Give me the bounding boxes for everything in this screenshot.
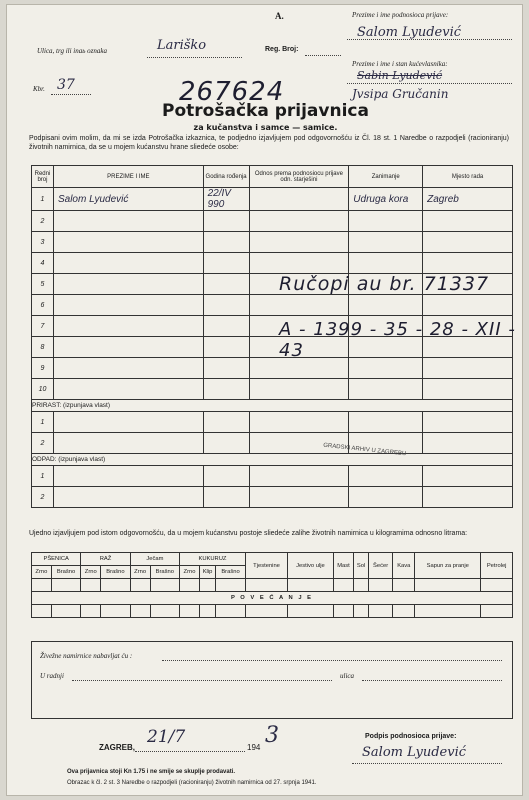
food-cell bbox=[180, 605, 200, 618]
overlay-register: Ručopi au br. 71337 bbox=[279, 273, 490, 295]
food-cell bbox=[51, 579, 81, 592]
food-cell bbox=[368, 605, 393, 618]
food-pasta: Tjestenine bbox=[245, 553, 287, 579]
form-title: Potrošačka prijavnica bbox=[162, 101, 369, 121]
applicant-label: Prezime i ime podnosioca prijave: bbox=[352, 11, 449, 19]
food-cell bbox=[354, 605, 368, 618]
food-cell bbox=[81, 605, 101, 618]
row-number: 3 bbox=[32, 232, 54, 253]
owner-value: Sabin Lyudević bbox=[357, 69, 443, 82]
food-cell bbox=[415, 579, 481, 592]
row-relation bbox=[249, 188, 349, 211]
food-cell bbox=[101, 579, 131, 592]
form-sheet bbox=[6, 4, 523, 796]
row-place: Zagreb bbox=[423, 188, 513, 211]
food-cell bbox=[288, 579, 333, 592]
price-note: Ova prijavnica stoji Kn 1.75 i ne smije se skuplje prodavati. bbox=[67, 769, 236, 775]
food-cell bbox=[245, 579, 287, 592]
food-cell bbox=[481, 605, 513, 618]
col-number: Redni broj bbox=[32, 166, 54, 188]
food-cell bbox=[354, 579, 368, 592]
row-name bbox=[53, 232, 203, 253]
row-name bbox=[53, 253, 203, 274]
food-cell bbox=[180, 579, 200, 592]
row-name: Salom Lyudević bbox=[53, 188, 203, 211]
street-label: Ulica, trg ili inaь oznaka bbox=[37, 47, 108, 55]
food-cell bbox=[150, 579, 180, 592]
food-sub-header: Klip bbox=[199, 566, 215, 579]
food-cell bbox=[101, 605, 131, 618]
food-sub-header: Brašno bbox=[51, 566, 81, 579]
kbr-value: 37 bbox=[57, 77, 75, 93]
food-cell bbox=[51, 605, 81, 618]
povecanje-label: P O V E Ć A N J E bbox=[32, 592, 513, 605]
food-cell bbox=[393, 579, 415, 592]
row-year bbox=[203, 316, 249, 337]
food-cell bbox=[393, 605, 415, 618]
row-place bbox=[423, 253, 513, 274]
food-sub-header: Zrno bbox=[32, 566, 52, 579]
food-cell bbox=[32, 579, 52, 592]
food-petroleum: Petrolej bbox=[481, 553, 513, 579]
row-number: 9 bbox=[32, 358, 54, 379]
row-year bbox=[203, 274, 249, 295]
row-job bbox=[349, 253, 423, 274]
date-value: 21/7 bbox=[147, 727, 186, 747]
food-sub-header: Brašno bbox=[101, 566, 131, 579]
row-number: 5 bbox=[32, 274, 54, 295]
city-label: ZAGREB, bbox=[99, 743, 135, 752]
food-salt: Sol bbox=[354, 553, 368, 579]
food-cell bbox=[130, 605, 150, 618]
row-year bbox=[203, 253, 249, 274]
food-sugar: Šećer bbox=[368, 553, 393, 579]
food-soap: Sapun za pranje bbox=[415, 553, 481, 579]
row-place bbox=[423, 211, 513, 232]
col-relation: Odnos prema podnosiocu prijave odn. starješini bbox=[249, 166, 349, 188]
row-place bbox=[423, 232, 513, 253]
food-cell bbox=[368, 579, 393, 592]
row-relation bbox=[249, 232, 349, 253]
food-cell bbox=[216, 605, 246, 618]
row-number: 1 bbox=[32, 188, 54, 211]
row-job bbox=[349, 379, 423, 400]
food-oil: Jestivo ulje bbox=[288, 553, 333, 579]
row-name bbox=[53, 379, 203, 400]
regulation-note: Obrazac k čl. 2 st. 3 Naredbe o razpodjeli (racioniranju) životnih namirnica od 27. srpnja 1941. bbox=[67, 780, 317, 786]
row-job bbox=[349, 232, 423, 253]
archive-stamp: GRADSKI ARHIV U ZAGREBU bbox=[322, 442, 407, 458]
purchase-label: Živežne namirnice nabavljat ću : bbox=[40, 652, 133, 660]
food-corn: KUKURUZ bbox=[180, 553, 246, 566]
signature-value: Salom Lyudević bbox=[362, 745, 467, 760]
row-number: 10 bbox=[32, 379, 54, 400]
table-row bbox=[32, 379, 513, 400]
food-cell bbox=[481, 579, 513, 592]
row-year bbox=[203, 337, 249, 358]
table-row bbox=[32, 188, 513, 211]
form-subtitle: za kučanstva i samce — samice. bbox=[193, 123, 338, 132]
purchase-box bbox=[31, 641, 513, 719]
food-cell bbox=[199, 605, 215, 618]
row-number: 4 bbox=[32, 253, 54, 274]
row-job bbox=[349, 211, 423, 232]
radnji-label: U radnji bbox=[40, 672, 64, 680]
food-cell bbox=[130, 579, 150, 592]
kbr-label: Kbr. bbox=[33, 85, 45, 93]
food-wheat: PŠENICA bbox=[32, 553, 81, 566]
food-cell bbox=[333, 579, 354, 592]
col-job: Zanimanje bbox=[349, 166, 423, 188]
signature-label: Podpis podnosioca prijave: bbox=[365, 733, 457, 740]
row-year bbox=[203, 295, 249, 316]
col-place: Mjesto rada bbox=[423, 166, 513, 188]
food-table bbox=[31, 552, 513, 618]
year-hand: 3 bbox=[265, 723, 279, 748]
food-sub-header: Zrno bbox=[130, 566, 150, 579]
owner-value-2: Jvsipa Gručanin bbox=[352, 87, 449, 101]
food-cell bbox=[150, 605, 180, 618]
row-name bbox=[53, 295, 203, 316]
row-name bbox=[53, 274, 203, 295]
row-number: 8 bbox=[32, 337, 54, 358]
row-place bbox=[423, 295, 513, 316]
food-sub-header: Zrno bbox=[180, 566, 200, 579]
food-cell bbox=[288, 605, 333, 618]
food-cell bbox=[216, 579, 246, 592]
row-relation bbox=[249, 379, 349, 400]
food-rye: RAŽ bbox=[81, 553, 130, 566]
row-year bbox=[203, 211, 249, 232]
food-barley: Ječam bbox=[130, 553, 179, 566]
food-cell bbox=[245, 605, 287, 618]
document-number: 267624 bbox=[179, 77, 285, 107]
food-cell bbox=[199, 579, 215, 592]
food-sub-header: Brašno bbox=[216, 566, 246, 579]
owner-label: Prezime i ime i stan kućevlasnika: bbox=[352, 60, 448, 68]
row-job bbox=[349, 295, 423, 316]
row-number: 2 bbox=[32, 211, 54, 232]
food-cell bbox=[415, 605, 481, 618]
odpad-label: ODPAD: (izpunjava vlast) bbox=[32, 454, 513, 466]
row-number: 6 bbox=[32, 295, 54, 316]
table-row bbox=[32, 295, 513, 316]
col-year: Godina rođenja bbox=[203, 166, 249, 188]
food-sub-header: Brašno bbox=[150, 566, 180, 579]
persons-table: Redni broj PREZIME I IME Godina rođenja Odnos prema podnosiocu prijave odn. starješini Zanimanje Mjesto rada 1 Salom Lyudević 22/IV 990 Udruga kora Zagreb 2 3 4 5 6 7 8 9 10 PRIRAST: (izpunjava vlast) 1 2 ODPAD: (izpunjava vlast) 1 2 bbox=[31, 165, 513, 508]
row-name bbox=[53, 337, 203, 358]
food-cell bbox=[32, 605, 52, 618]
mark-a: A. bbox=[275, 11, 284, 21]
street-value: Lariško bbox=[157, 38, 207, 53]
row-name bbox=[53, 358, 203, 379]
prirast-label: PRIRAST: (izpunjava vlast) bbox=[32, 400, 513, 412]
row-year bbox=[203, 379, 249, 400]
reg-label: Reg. Broj: bbox=[265, 46, 299, 53]
intro-text: Podpisani ovim molim, da mi se izda Potrošačka izkaznica, te podjedno izjavljujem pod odgovornošću iz Čl. 18 st. 1 Naredbe o razpodjeli (racioniranju) životnih namirnica, da se u mojem kućanstvu hrane sliedeće osobe: bbox=[29, 135, 509, 151]
row-year bbox=[203, 358, 249, 379]
applicant-value: Salom Lyudević bbox=[357, 25, 462, 40]
row-relation bbox=[249, 211, 349, 232]
row-number: 7 bbox=[32, 316, 54, 337]
food-coffee: Kava bbox=[393, 553, 415, 579]
food-cell bbox=[333, 605, 354, 618]
food-cell bbox=[81, 579, 101, 592]
table-row bbox=[32, 232, 513, 253]
table-row bbox=[32, 211, 513, 232]
row-place bbox=[423, 379, 513, 400]
year-print: 194 bbox=[247, 743, 261, 752]
row-job: Udruga kora bbox=[349, 188, 423, 211]
row-relation bbox=[249, 295, 349, 316]
row-name bbox=[53, 316, 203, 337]
food-lard: Mast bbox=[333, 553, 354, 579]
overlay-code: A - 1399 - 35 - 28 - XII - 43 bbox=[279, 319, 516, 361]
ulica-label: ulica bbox=[340, 672, 354, 680]
row-relation bbox=[249, 253, 349, 274]
table-row bbox=[32, 253, 513, 274]
row-year: 22/IV 990 bbox=[203, 188, 249, 211]
food-sub-header: Zrno bbox=[81, 566, 101, 579]
food-intro: Ujedno izjavljujem pod istom odgovornošću, da u mojem kućanstvu postoje sliedeće zalihe životnih namirnica u kilogramima odnosno litrama: bbox=[29, 530, 468, 537]
col-name: PREZIME I IME bbox=[53, 166, 203, 188]
row-year bbox=[203, 232, 249, 253]
row-name bbox=[53, 211, 203, 232]
